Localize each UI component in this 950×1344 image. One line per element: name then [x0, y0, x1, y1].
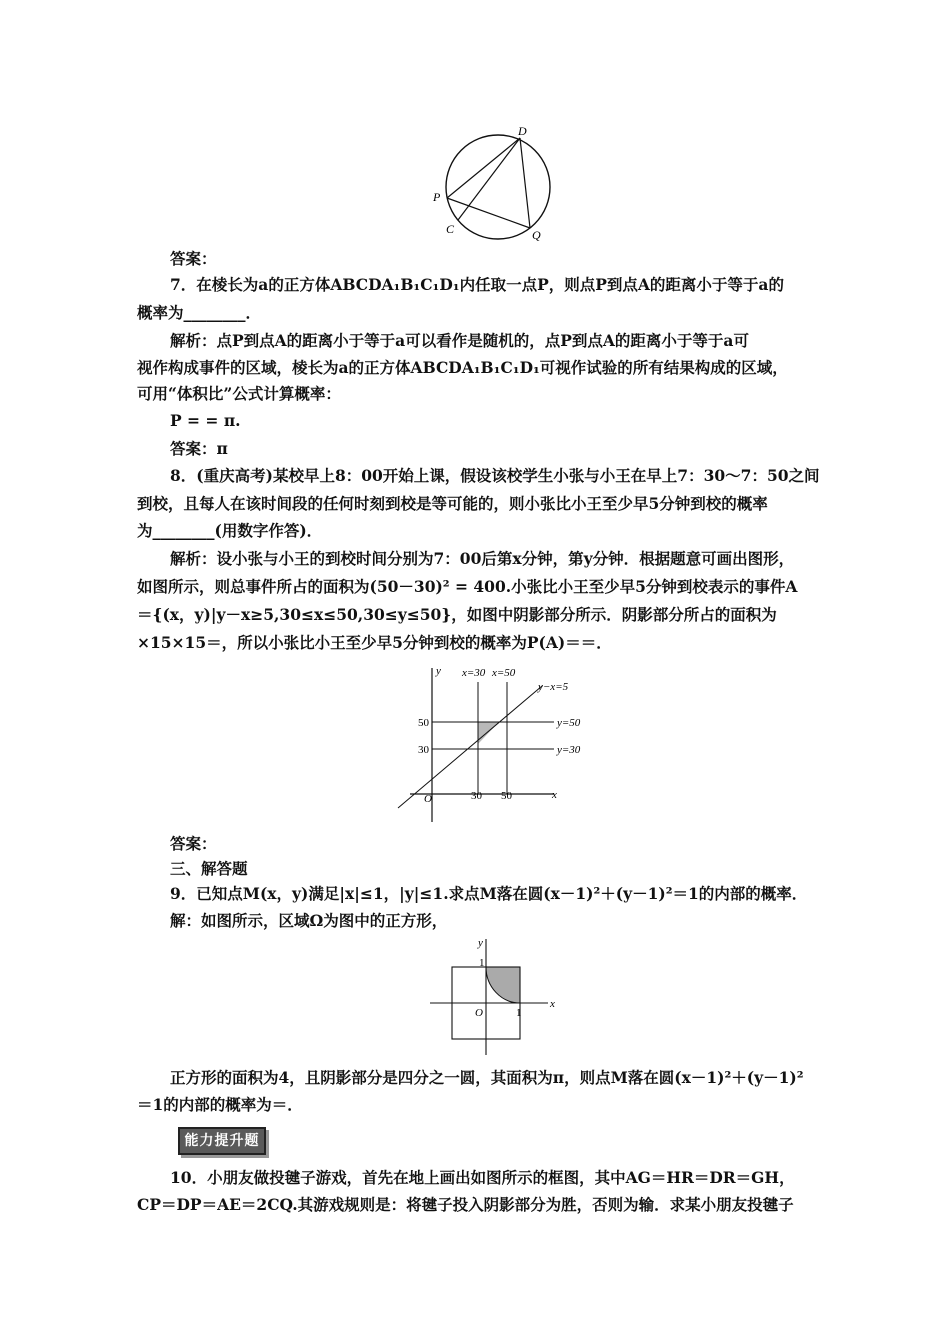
label-y30: y=30	[557, 744, 581, 756]
q9-text: 9．已知点M(x，y)满足|x|≤1，|y|≤1.求点M落在圆(x－1)²＋(y－1)²＝1的内部的概率．	[170, 884, 808, 903]
q7-text: 7．在棱长为a的正方体ABCDA₁B₁C₁D₁内任取一点P，则点P到点A的距离小于等于a的	[170, 275, 784, 294]
q9-solution-cont2: ＝1的内部的概率为＝．	[137, 1095, 303, 1114]
label-x-axis: x	[552, 789, 557, 801]
tick-50-y: 50	[418, 717, 429, 729]
label-x50: x=50	[492, 667, 516, 679]
label-P: P	[433, 190, 441, 204]
q7-text-cont: 概率为________．	[137, 303, 262, 322]
chord-PQ	[447, 198, 530, 228]
tick-30-x: 30	[471, 790, 482, 802]
chord-DQ	[520, 138, 530, 228]
label-origin: O	[424, 793, 432, 805]
label-x30: x=30	[462, 667, 486, 679]
label-y-axis: y	[436, 665, 441, 677]
label-y-axis: y	[478, 937, 483, 949]
circle	[446, 135, 550, 239]
label-one-x: 1	[516, 1007, 522, 1019]
q10-text-cont: CP＝DP＝AE＝2CQ.其游戏规则是：将毽子投入阴影部分为胜，否则为输．求某小朋友投毽子	[137, 1195, 794, 1214]
q10-text: 10．小朋友做投毽子游戏，首先在地上画出如图所示的框图，其中AG＝HR＝DR＝GH，	[170, 1168, 795, 1187]
chord-CD	[458, 138, 520, 220]
q9-square-figure	[426, 935, 561, 1057]
q9-solution-cont: 正方形的面积为4，且阴影部分是四分之一圆，其面积为π，则点M落在圆(x－1)²＋(y－1)²	[170, 1068, 804, 1087]
label-one-y: 1	[479, 957, 485, 969]
q8-region-figure	[392, 662, 592, 827]
q8-answer: 答案：	[170, 834, 217, 853]
q7-analysis-cont: 视作构成事件的区域，棱长为a的正方体ABCDA₁B₁C₁D₁可视作试验的所有结果构成的区域，	[137, 358, 788, 377]
label-x-axis: x	[550, 998, 555, 1010]
circle-figure	[430, 125, 560, 245]
q7-formula: P = = π.	[170, 411, 241, 430]
answer-label: 答案：	[170, 249, 217, 268]
q7-analysis-cont2: 可用“体积比”公式计算概率：	[137, 384, 341, 403]
q9-solution: 解：如图所示，区域Ω为图中的正方形，	[170, 911, 448, 930]
label-C: C	[446, 222, 455, 236]
label-yx5: y−x=5	[538, 681, 569, 693]
shaded-quarter-region	[486, 967, 520, 1003]
tick-30-y: 30	[418, 744, 429, 756]
q8-text: 8．(重庆高考)某校早上8：00开始上课，假设该校学生小张与小王在早上7：30～7：50之间	[170, 466, 820, 485]
tick-50-x: 50	[501, 790, 512, 802]
q8-analysis-cont3: ×15×15＝，所以小张比小王至少早5分钟到校的概率为P(A)＝＝．	[137, 633, 612, 652]
q8-text-cont2: 为________(用数字作答)．	[137, 521, 323, 540]
label-origin: O	[475, 1007, 483, 1019]
q8-analysis-cont: 如图所示，则总事件所占的面积为(50－30)² = 400.小张比小王至少早5分钟到校表示的事件A	[137, 577, 798, 596]
q7-answer: 答案：π	[170, 439, 228, 458]
label-Q: Q	[532, 228, 541, 242]
label-D: D	[518, 125, 527, 138]
q8-analysis-cont2: ＝{(x，y)|y－x≥5,30≤x≤50,30≤y≤50}，如图中阴影部分所示．阴影部分所占的面积为	[137, 605, 777, 624]
label-y50: y=50	[557, 717, 581, 729]
q8-analysis: 解析：设小张与小王的到校时间分别为7：00后第x分钟，第y分钟．根据题意可画出图形，	[170, 549, 795, 568]
section-heading: 三、解答题	[170, 859, 248, 878]
q7-analysis: 解析：点P到点A的距离小于等于a可以看作是随机的，点P到点A的距离小于等于a可	[170, 331, 749, 350]
ability-badge: 能力提升题	[178, 1127, 266, 1155]
q8-text-cont: 到校，且每人在该时间段的任何时刻到校是等可能的，则小张比小王至少早5分钟到校的概率	[137, 494, 768, 513]
chord-PD	[447, 138, 520, 198]
